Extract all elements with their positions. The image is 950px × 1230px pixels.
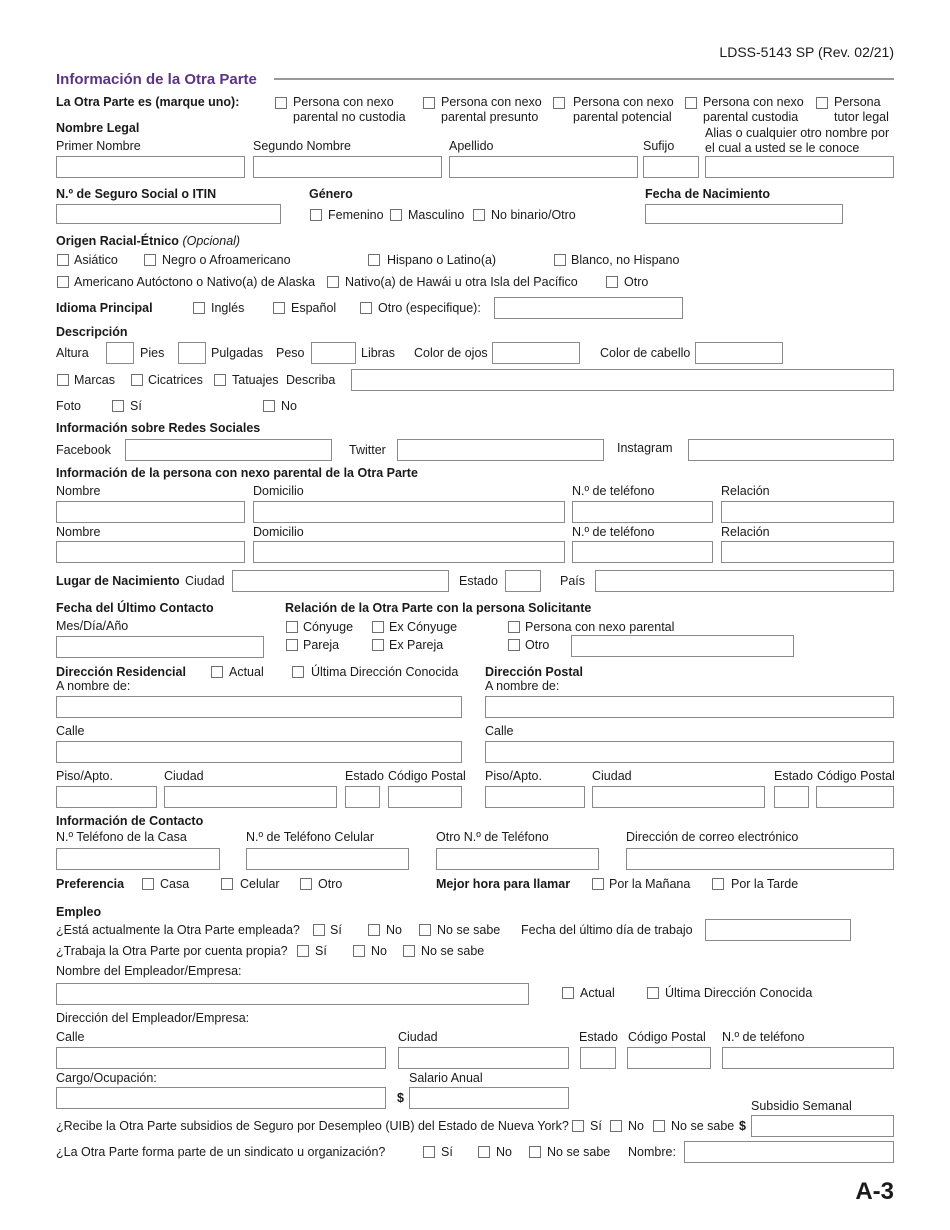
home-phone-label: N.º Teléfono de la Casa [56, 830, 187, 844]
best-time-heading: Mejor hora para llamar [436, 877, 571, 891]
rel-ex-partner-label: Ex Pareja [389, 638, 444, 652]
home-phone-field[interactable] [56, 848, 220, 870]
salary-dollar: $ [397, 1091, 404, 1105]
rel-other-checkbox[interactable] [508, 639, 520, 651]
language-heading: Idioma Principal [56, 301, 153, 315]
pref-other-label: Otro [318, 877, 343, 891]
hair-color-field[interactable] [695, 342, 783, 364]
instagram-label: Instagram [617, 441, 673, 455]
uib-question: ¿Recibe la Otra Parte subsidios de Seguro por Desempleo (UIB) del Estado de Nueva York? [56, 1119, 569, 1133]
self-employed-question: ¿Trabaja la Otra Parte por cuenta propia? [56, 944, 288, 958]
pref-house-checkbox[interactable] [142, 878, 154, 890]
cell-phone-field[interactable] [246, 848, 409, 870]
employer-phone-field[interactable] [722, 1047, 894, 1069]
language-spanish-label: Español [291, 301, 337, 315]
relatives-heading: Información de la persona con nexo parental de la Otra Parte [56, 466, 418, 480]
employer-current-checkbox[interactable] [562, 987, 574, 999]
self-no-label: No [371, 944, 387, 958]
employer-name-field[interactable] [56, 983, 529, 1005]
photo-no-label: No [281, 399, 297, 413]
relationship-heading: Relación de la Otra Parte con la persona Solicitante [285, 601, 592, 615]
employment-heading: Empleo [56, 905, 102, 919]
suffix-field[interactable] [643, 156, 699, 178]
ssn-label: N.º de Seguro Social o ITIN [56, 187, 217, 201]
self-unknown-label: No se sabe [421, 944, 485, 958]
employed-unknown-checkbox[interactable] [419, 924, 431, 936]
weight-label: Peso [276, 346, 305, 360]
eye-color-label: Color de ojos [414, 346, 488, 360]
race-black-label: Negro o Afroamericano [162, 253, 291, 267]
res-zip-label: Código Postal [388, 769, 466, 783]
res-state-label: Estado [345, 769, 384, 783]
party-custodial-checkbox[interactable] [685, 97, 697, 109]
facebook-label: Facebook [56, 443, 111, 457]
race-hispanic-label: Hispano o Latino(a) [387, 253, 497, 267]
alias-field[interactable] [705, 156, 894, 178]
mail-street-field[interactable] [485, 741, 894, 763]
employed-no-label: No [386, 923, 402, 937]
mail-state-label: Estado [774, 769, 813, 783]
pref-cell-label: Celular [240, 877, 280, 891]
employer-zip-label: Código Postal [628, 1030, 706, 1044]
relative2-phone-field[interactable] [572, 541, 713, 563]
self-unknown-checkbox[interactable] [403, 945, 415, 957]
race-white-checkbox[interactable] [554, 254, 566, 266]
cell-phone-label: N.º de Teléfono Celular [246, 830, 375, 844]
title-rule [274, 78, 894, 80]
residence-heading: Dirección Residencial [56, 665, 186, 679]
res-apt-label: Piso/Apto. [56, 769, 113, 783]
height-label: Altura [56, 346, 89, 360]
middle-name-field[interactable] [253, 156, 442, 178]
res-street-label: Calle [56, 724, 85, 738]
party-opt-label: parental custodia [703, 110, 799, 124]
hair-color-label: Color de cabello [600, 346, 691, 360]
employed-no-checkbox[interactable] [368, 924, 380, 936]
last-contact-field[interactable] [56, 636, 264, 658]
employed-question: ¿Está actualmente la Otra Parte empleada? [56, 923, 300, 937]
party-opt-label: Persona con nexo [441, 95, 542, 109]
employed-yes-checkbox[interactable] [313, 924, 325, 936]
employer-zip-field[interactable] [627, 1047, 711, 1069]
self-no-checkbox[interactable] [353, 945, 365, 957]
language-other-label: Otro (especifique): [378, 301, 481, 315]
pref-house-label: Casa [160, 877, 190, 891]
residence-last-known-label: Última Dirección Conocida [311, 665, 459, 679]
residence-current-label: Actual [229, 665, 264, 679]
mail-state-field[interactable] [774, 786, 809, 808]
relative-phone-label: N.º de teléfono [572, 525, 655, 539]
other-phone-field[interactable] [436, 848, 599, 870]
mail-city-label: Ciudad [592, 769, 632, 783]
union-no-label: No [496, 1145, 512, 1159]
photo-label: Foto [56, 399, 82, 413]
employer-address-label: Dirección del Empleador/Empresa: [56, 1011, 250, 1025]
dob-field[interactable] [645, 204, 843, 224]
other-phone-label: Otro N.º de Teléfono [436, 830, 549, 844]
time-morning-checkbox[interactable] [592, 878, 604, 890]
email-field[interactable] [626, 848, 894, 870]
mail-street-label: Calle [485, 724, 514, 738]
photo-yes-checkbox[interactable] [112, 400, 124, 412]
birthplace-state-field[interactable] [505, 570, 541, 592]
email-label: Dirección de correo electrónico [626, 830, 799, 844]
feet-label: Pies [140, 346, 165, 360]
rel-parent-label: Persona con nexo parental [525, 620, 675, 634]
gender-female-checkbox[interactable] [310, 209, 322, 221]
salary-field[interactable] [409, 1087, 569, 1109]
uib-no-checkbox[interactable] [610, 1120, 622, 1132]
describe-label: Describa [286, 373, 336, 387]
gender-heading: Género [309, 187, 353, 201]
weight-field[interactable] [311, 342, 356, 364]
party-noncustodial-checkbox[interactable] [275, 97, 287, 109]
gender-female-label: Femenino [328, 208, 384, 222]
photo-no-checkbox[interactable] [263, 400, 275, 412]
res-city-field[interactable] [164, 786, 337, 808]
party-opt-label: parental no custodia [293, 110, 406, 124]
suffix-label: Sufijo [643, 139, 675, 153]
marks-label: Marcas [74, 373, 115, 387]
ssn-field[interactable] [56, 204, 281, 224]
rel-other-field[interactable] [571, 635, 794, 657]
last-name-label: Apellido [449, 139, 494, 153]
language-english-label: Inglés [211, 301, 245, 315]
self-yes-checkbox[interactable] [297, 945, 309, 957]
relative-address-label: Domicilio [253, 484, 304, 498]
page-number: A-3 [855, 1178, 894, 1205]
middle-name-label: Segundo Nombre [253, 139, 351, 153]
relative-address-label: Domicilio [253, 525, 304, 539]
language-other-field[interactable] [494, 297, 683, 319]
res-street-field[interactable] [56, 741, 462, 763]
res-state-field[interactable] [345, 786, 380, 808]
race-pacific-label: Nativo(a) de Hawái u otra Isla del Pacífico [345, 275, 578, 289]
race-native-checkbox[interactable] [57, 276, 69, 288]
mail-zip-field[interactable] [816, 786, 894, 808]
gender-male-checkbox[interactable] [390, 209, 402, 221]
last-contact-heading: Fecha del Último Contacto [56, 601, 214, 615]
scars-label: Cicatrices [148, 373, 203, 387]
birthplace-city-field[interactable] [232, 570, 449, 592]
last-day-label: Fecha del último día de trabajo [521, 923, 693, 937]
contact-heading: Información de Contacto [56, 814, 204, 828]
party-type-label: La Otra Parte es (marque uno): [56, 95, 240, 109]
race-other-label: Otro [624, 275, 649, 289]
self-yes-label: Sí [315, 944, 327, 958]
relative2-address-field[interactable] [253, 541, 565, 563]
time-afternoon-label: Por la Tarde [731, 877, 799, 891]
employer-street-label: Calle [56, 1030, 85, 1044]
pref-other-checkbox[interactable] [300, 878, 312, 890]
race-hispanic-checkbox[interactable] [368, 254, 380, 266]
language-other-checkbox[interactable] [360, 302, 372, 314]
race-heading [56, 234, 240, 248]
salary-label: Salario Anual [409, 1071, 483, 1085]
preference-heading: Preferencia [56, 877, 125, 891]
relative-phone-label: N.º de teléfono [572, 484, 655, 498]
gender-male-label: Masculino [408, 208, 465, 222]
union-unknown-checkbox[interactable] [529, 1146, 541, 1158]
party-potential-checkbox[interactable] [553, 97, 565, 109]
dob-label: Fecha de Nacimiento [645, 187, 771, 201]
mail-name-label: A nombre de: [485, 679, 560, 693]
twitter-label: Twitter [349, 443, 386, 457]
uib-unknown-checkbox[interactable] [653, 1120, 665, 1132]
birthplace-heading: Lugar de Nacimiento [56, 574, 180, 588]
relative-name-label: Nombre [56, 525, 101, 539]
rel-ex-spouse-label: Ex Cónyuge [389, 620, 458, 634]
weekly-dollar: $ [739, 1119, 746, 1133]
race-white-label: Blanco, no Hispano [571, 253, 680, 267]
section-title: Información de la Otra Parte [56, 71, 257, 88]
position-field[interactable] [56, 1087, 386, 1109]
employer-last-known-label: Última Dirección Conocida [665, 986, 813, 1000]
employer-state-label: Estado [579, 1030, 618, 1044]
party-opt-label: parental potencial [573, 110, 672, 124]
language-spanish-checkbox[interactable] [273, 302, 285, 314]
party-opt-label: Persona con nexo [703, 95, 804, 109]
employer-city-label: Ciudad [398, 1030, 438, 1044]
employer-last-known-checkbox[interactable] [647, 987, 659, 999]
race-optional-text: (Opcional) [182, 234, 241, 248]
mail-apt-field[interactable] [485, 786, 585, 808]
birthplace-city-label: Ciudad [185, 574, 225, 588]
res-apt-field[interactable] [56, 786, 157, 808]
mail-name-field[interactable] [485, 696, 894, 718]
time-afternoon-checkbox[interactable] [712, 878, 724, 890]
union-no-checkbox[interactable] [478, 1146, 490, 1158]
time-morning-label: Por la Mañana [609, 877, 691, 891]
relative-name-label: Nombre [56, 484, 101, 498]
eye-color-field[interactable] [492, 342, 580, 364]
rel-ex-partner-checkbox[interactable] [372, 639, 384, 651]
employer-current-label: Actual [580, 986, 615, 1000]
legal-name-heading: Nombre Legal [56, 121, 140, 135]
language-english-checkbox[interactable] [193, 302, 205, 314]
relative1-address-field[interactable] [253, 501, 565, 523]
rel-spouse-checkbox[interactable] [286, 621, 298, 633]
uib-unknown-label: No se sabe [671, 1119, 735, 1133]
relative2-relation-field[interactable] [721, 541, 894, 563]
birthplace-country-field[interactable] [595, 570, 894, 592]
union-unknown-label: No se sabe [547, 1145, 611, 1159]
weekly-benefit-field[interactable] [751, 1115, 894, 1137]
res-city-label: Ciudad [164, 769, 204, 783]
describe-field[interactable] [351, 369, 894, 391]
employer-city-field[interactable] [398, 1047, 569, 1069]
employed-unknown-label: No se sabe [437, 923, 501, 937]
union-yes-label: Sí [441, 1145, 453, 1159]
union-question: ¿La Otra Parte forma parte de un sindicato u organización? [56, 1145, 386, 1159]
relative1-name-field[interactable] [56, 501, 245, 523]
relative1-relation-field[interactable] [721, 501, 894, 523]
employer-phone-label: N.º de teléfono [722, 1030, 805, 1044]
party-opt-label: Persona con nexo [573, 95, 674, 109]
res-name-label: A nombre de: [56, 679, 131, 693]
residence-current-checkbox[interactable] [211, 666, 223, 678]
height-inches-field[interactable] [178, 342, 206, 364]
race-heading-text: Origen Racial-Étnico [56, 234, 179, 248]
res-name-field[interactable] [56, 696, 462, 718]
last-contact-format: Mes/Día/Año [56, 619, 129, 633]
mail-apt-label: Piso/Apto. [485, 769, 542, 783]
employer-street-field[interactable] [56, 1047, 386, 1069]
position-label: Cargo/Ocupación: [56, 1071, 157, 1085]
party-opt-label: Persona con nexo [293, 95, 394, 109]
mail-zip-label: Código Postal [817, 769, 895, 783]
relative-relation-label: Relación [721, 525, 770, 539]
rel-spouse-label: Cónyuge [303, 620, 354, 634]
gender-nonbinary-checkbox[interactable] [473, 209, 485, 221]
race-asian-label: Asiático [74, 253, 118, 267]
last-day-field[interactable] [705, 919, 851, 941]
race-asian-checkbox[interactable] [57, 254, 69, 266]
last-name-field[interactable] [449, 156, 638, 178]
mail-city-field[interactable] [592, 786, 765, 808]
uib-yes-checkbox[interactable] [572, 1120, 584, 1132]
uib-yes-label: Sí [590, 1119, 602, 1133]
residence-last-known-checkbox[interactable] [292, 666, 304, 678]
twitter-field[interactable] [397, 439, 604, 461]
rel-parent-checkbox[interactable] [508, 621, 520, 633]
birthplace-country-label: País [560, 574, 586, 588]
weekly-benefit-label: Subsidio Semanal [751, 1099, 852, 1113]
union-yes-checkbox[interactable] [423, 1146, 435, 1158]
res-zip-field[interactable] [388, 786, 462, 808]
description-heading: Descripción [56, 325, 128, 339]
uib-no-label: No [628, 1119, 644, 1133]
pounds-label: Libras [361, 346, 396, 360]
facebook-field[interactable] [125, 439, 332, 461]
rel-ex-spouse-checkbox[interactable] [372, 621, 384, 633]
marks-checkbox[interactable] [57, 374, 69, 386]
race-pacific-checkbox[interactable] [327, 276, 339, 288]
union-name-label: Nombre: [628, 1145, 676, 1159]
relative-relation-label: Relación [721, 484, 770, 498]
race-black-checkbox[interactable] [144, 254, 156, 266]
rel-partner-label: Pareja [303, 638, 340, 652]
tattoos-label: Tatuajes [232, 373, 279, 387]
party-opt-label: Persona [834, 95, 881, 109]
inches-label: Pulgadas [211, 346, 264, 360]
relative1-phone-field[interactable] [572, 501, 713, 523]
first-name-label: Primer Nombre [56, 139, 141, 153]
union-name-field[interactable] [684, 1141, 894, 1163]
gender-nonbinary-label: No binario/Otro [491, 208, 576, 222]
party-opt-label: parental presunto [441, 110, 539, 124]
race-other-checkbox[interactable] [606, 276, 618, 288]
height-feet-field[interactable] [106, 342, 134, 364]
party-guardian-checkbox[interactable] [816, 97, 828, 109]
pref-cell-checkbox[interactable] [221, 878, 233, 890]
rel-other-label: Otro [525, 638, 550, 652]
party-opt-label: tutor legal [834, 110, 889, 124]
tattoos-checkbox[interactable] [214, 374, 226, 386]
birthplace-state-label: Estado [459, 574, 498, 588]
social-heading: Información sobre Redes Sociales [56, 421, 261, 435]
alias-label: el cual a usted se le conoce [705, 141, 860, 155]
first-name-field[interactable] [56, 156, 245, 178]
employed-yes-label: Sí [330, 923, 342, 937]
race-native-label: Americano Autóctono o Nativo(a) de Alaska [74, 275, 316, 289]
relative2-name-field[interactable] [56, 541, 245, 563]
employer-name-label: Nombre del Empleador/Empresa: [56, 964, 242, 978]
party-presumed-checkbox[interactable] [423, 97, 435, 109]
mailing-heading: Dirección Postal [485, 665, 583, 679]
employer-state-field[interactable] [580, 1047, 616, 1069]
rel-partner-checkbox[interactable] [286, 639, 298, 651]
form-code: LDSS-5143 SP (Rev. 02/21) [719, 44, 894, 60]
scars-checkbox[interactable] [131, 374, 143, 386]
alias-label: Alias o cualquier otro nombre por [705, 126, 890, 140]
photo-yes-label: Sí [130, 399, 142, 413]
instagram-field[interactable] [688, 439, 894, 461]
